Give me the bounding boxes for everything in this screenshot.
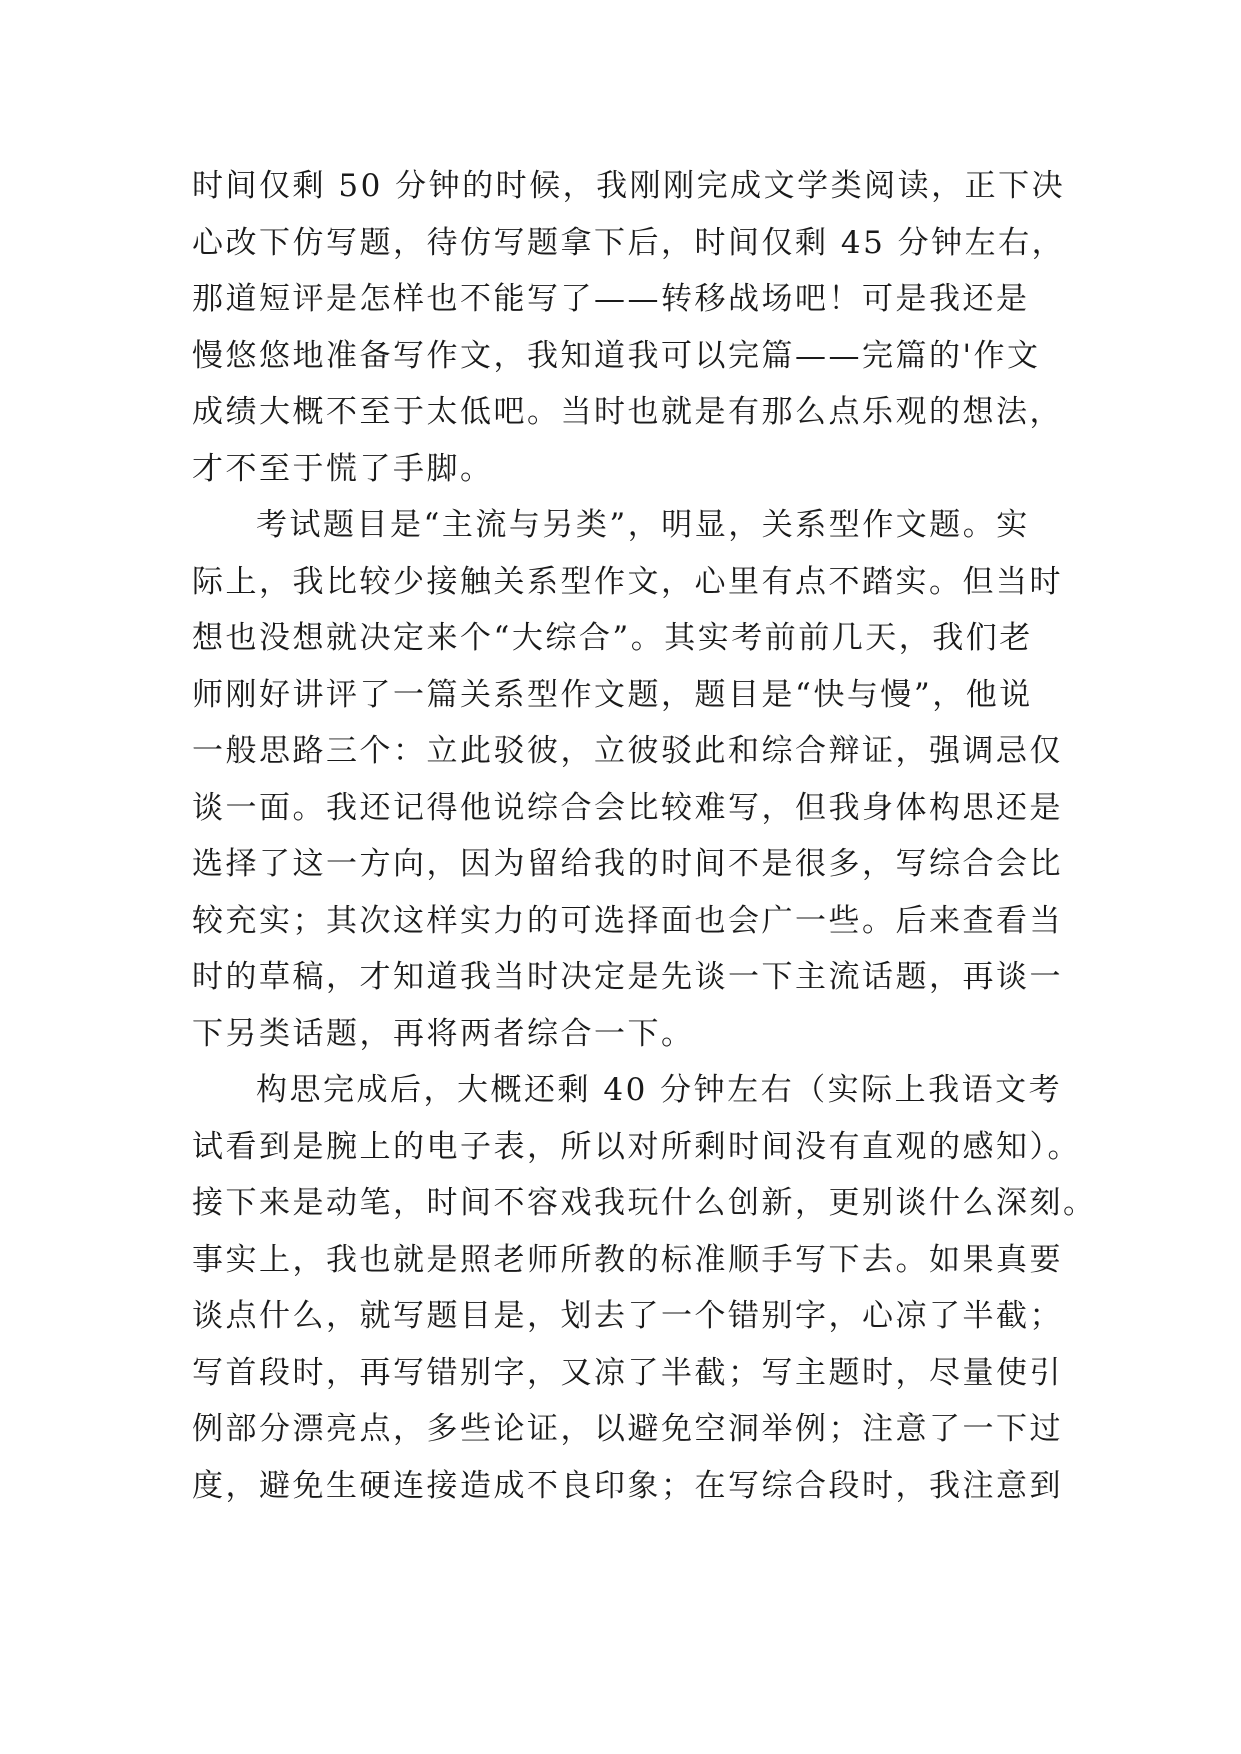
text-line: 时间仅剩 50 分钟的时候，我刚刚完成文学类阅读，正下决 <box>192 168 1066 204</box>
text-line: 想也没想就决定来个“大综合”。其实考前前几天，我们老 <box>192 620 1033 656</box>
text-line: 才不至于慌了手脚。 <box>192 450 494 487</box>
text-line: 时的草稿，才知道我当时决定是先谈一下主流话题，再谈一 <box>192 959 1063 995</box>
text-line: 事实上，我也就是照老师所教的标准顺手写下去。如果真要 <box>192 1241 1063 1278</box>
text-line: 谈点什么，就写题目是，划去了一个错别字，心凉了半截； <box>192 1298 1063 1334</box>
text-line: 际上，我比较少接触关系型作文，心里有点不踏实。但当时 <box>192 563 1063 600</box>
text-line: 较充实；其次这样实力的可选择面也会广一些。后来查看当 <box>192 902 1063 939</box>
text-line: 下另类话题，再将两者综合一下。 <box>192 1015 695 1052</box>
text-line: 选择了这一方向，因为留给我的时间不是很多，写综合会比 <box>192 846 1063 882</box>
text-line: 那道短评是怎样也不能写了——转移战场吧！可是我还是 <box>192 281 1030 317</box>
text-line: 一般思路三个：立此驳彼，立彼驳此和综合辩证，强调忌仅 <box>192 733 1063 769</box>
text-line: 谈一面。我还记得他说综合会比较难写，但我身体构思还是 <box>192 789 1063 826</box>
text-line: 慢悠悠地准备写作文，我知道我可以完篇——完篇的'作文 <box>192 337 1041 374</box>
paragraph-start-line: 构思完成后，大概还剩 40 分钟左右（实际上我语文考 <box>256 1072 1063 1108</box>
text-line: 成绩大概不至于太低吧。当时也就是有那么点乐观的想法， <box>192 394 1063 430</box>
text-line: 师刚好讲评了一篇关系型作文题，题目是“快与慢”，他说 <box>192 676 1033 713</box>
text-line: 例部分漂亮点，多些论证，以避免空洞举例；注意了一下过 <box>192 1411 1063 1447</box>
body-text <box>192 158 1097 1514</box>
text-line: 写首段时，再写错别字，又凉了半截；写主题时，尽量使引 <box>192 1354 1063 1391</box>
text-line: 接下来是动笔，时间不容戏我玩什么创新，更别谈什么深刻。 <box>192 1185 1097 1221</box>
text-line: 试看到是腕上的电子表，所以对所剩时间没有直观的感知）。 <box>192 1128 1081 1165</box>
text-line: 度，避免生硬连接造成不良印象；在写综合段时，我注意到 <box>192 1467 1063 1504</box>
paragraph-start-line: 考试题目是“主流与另类”，明显，关系型作文题。实 <box>256 507 1030 543</box>
text-line: 心改下仿写题，待仿写题拿下后，时间仅剩 45 分钟左右， <box>192 224 1066 261</box>
